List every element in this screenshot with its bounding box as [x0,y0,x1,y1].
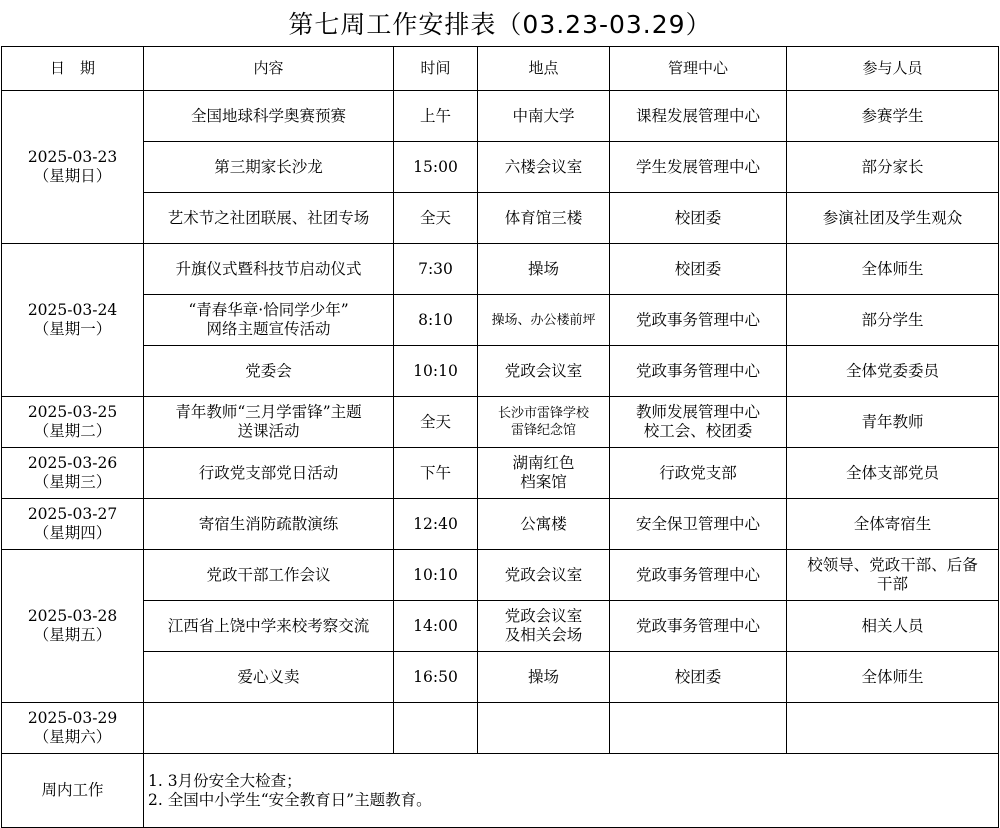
participants-line: 全体师生 [861,667,924,686]
place-cell [478,193,610,244]
weekday-text: （星期二） [33,422,112,440]
center-line: 课程发展管理中心 [635,106,760,125]
date-cell [2,397,144,448]
center-cell [610,601,787,652]
center-cell [610,295,787,346]
date-text: 2025-03-28 [27,607,118,625]
participants-cell [787,550,999,601]
schedule-row [2,142,999,193]
weekday-text: （星期一） [33,320,112,338]
content-cell [144,142,394,193]
date-cell [2,703,144,754]
center-line: 行政党支部 [659,463,737,482]
weekday-text: （星期五） [33,626,112,644]
weekday-text: （星期日） [33,167,112,185]
content-cell [144,91,394,142]
center-cell [610,193,787,244]
date-cell [2,91,144,244]
participants-cell [787,91,999,142]
place-cell [478,550,610,601]
content-cell [144,601,394,652]
schedule-body [2,47,999,828]
schedule-row [2,244,999,295]
place-line: 长沙市雷锋学校 [497,406,589,421]
content-line: 行政党支部党日活动 [198,463,339,482]
schedule-row [2,499,999,550]
center-cell [610,346,787,397]
schedule-row [2,397,999,448]
date-cell [2,499,144,550]
header-participants: 参与人员 [787,47,999,91]
participants-line: 校领导、党政干部、后备 [807,556,978,574]
time-cell: 10:10 [394,346,478,397]
schedule-row [2,550,999,601]
date-text: 2025-03-29 [27,709,118,727]
participants-cell [787,652,999,703]
weekday-text: （星期四） [33,524,112,542]
content-line: 全国地球科学奥赛预赛 [190,106,346,125]
weekly-work-row [2,754,999,828]
center-cell [610,142,787,193]
place-cell [478,448,610,499]
center-line: 党政事务管理中心 [635,616,760,635]
participants-line: 干部 [876,575,908,593]
center-cell [610,652,787,703]
center-cell [610,703,787,754]
place-line: 操场 [527,259,559,278]
place-line: 档案馆 [520,473,567,491]
participants-line: 青年教师 [861,412,924,431]
content-line: 青年教师“三月学雷锋”主题 [175,403,362,421]
place-line: 党政会议室 [504,565,583,584]
participants-line: 部分家长 [861,157,924,176]
center-line: 校工会、校团委 [643,422,753,440]
date-text: 2025-03-25 [27,403,118,421]
participants-line: 全体寄宿生 [853,514,932,533]
time-cell: 12:40 [394,499,478,550]
time-cell: 下午 [394,448,478,499]
content-line: 艺术节之社团联展、社团专场 [167,208,370,227]
content-cell [144,244,394,295]
time-cell: 上午 [394,91,478,142]
weekly-work-item: 1. 3月份安全大检查； [148,771,302,790]
schedule-row [2,346,999,397]
content-line: 党政干部工作会议 [206,565,331,584]
time-cell: 8:10 [394,295,478,346]
content-line: 网络主题宣传活动 [206,320,331,338]
content-line: “青春华章·恰同学少年” [188,301,349,319]
participants-cell [787,703,999,754]
date-cell [2,550,144,703]
place-line: 及相关会场 [504,626,583,644]
header-row [2,47,999,91]
schedule-row [2,703,999,754]
center-cell [610,244,787,295]
place-line: 湖南红色 [512,454,575,472]
place-line: 操场、办公楼前坪 [491,312,596,328]
schedule-row [2,91,999,142]
time-cell: 15:00 [394,142,478,193]
participants-cell [787,295,999,346]
center-line: 校团委 [674,667,722,686]
center-line: 教师发展管理中心 [635,403,760,421]
place-cell [478,244,610,295]
header-time: 时间 [394,47,478,91]
place-cell [478,346,610,397]
content-line: 寄宿生消防疏散演练 [198,514,339,533]
date-cell [2,244,144,397]
center-line: 校团委 [674,208,722,227]
center-line: 校团委 [674,259,722,278]
time-cell: 10:10 [394,550,478,601]
center-line: 党政事务管理中心 [635,565,760,584]
participants-line: 全体支部党员 [845,463,939,482]
header-center: 管理中心 [610,47,787,91]
center-cell [610,499,787,550]
content-cell [144,499,394,550]
place-cell [478,295,610,346]
content-line: 爱心义卖 [237,667,300,686]
participants-cell [787,397,999,448]
participants-cell [787,499,999,550]
center-line: 党政事务管理中心 [635,361,760,380]
center-line: 安全保卫管理中心 [635,514,760,533]
weekly-work-notes [144,754,999,828]
place-cell [478,142,610,193]
time-cell: 14:00 [394,601,478,652]
weekday-text: （星期六） [33,728,112,746]
place-line: 六楼会议室 [504,157,583,176]
participants-line: 全体师生 [861,259,924,278]
content-line: 江西省上饶中学来校考察交流 [167,616,370,635]
center-cell [610,448,787,499]
place-cell [478,91,610,142]
schedule-row [2,448,999,499]
content-cell [144,295,394,346]
schedule-row [2,601,999,652]
schedule-row [2,193,999,244]
content-cell [144,448,394,499]
place-cell [478,397,610,448]
date-text: 2025-03-23 [27,148,118,166]
date-cell [2,448,144,499]
participants-line: 参演社团及学生观众 [822,208,963,227]
participants-cell [787,346,999,397]
place-cell [478,601,610,652]
date-text: 2025-03-24 [27,301,118,319]
content-cell [144,346,394,397]
participants-cell [787,244,999,295]
header-date: 日 期 [2,47,144,91]
center-cell [610,91,787,142]
page-title: 第七周工作安排表（03.23-03.29） [288,10,712,39]
header-place: 地点 [478,47,610,91]
participants-line: 参赛学生 [861,106,924,125]
participants-cell [787,193,999,244]
schedule-table [1,46,999,828]
center-cell [610,550,787,601]
participants-cell [787,142,999,193]
content-line: 升旗仪式暨科技节启动仪式 [175,259,362,278]
participants-line: 相关人员 [861,616,924,635]
time-cell: 全天 [394,397,478,448]
participants-cell [787,448,999,499]
place-line: 党政会议室 [504,361,583,380]
content-cell [144,550,394,601]
place-cell [478,652,610,703]
schedule-row [2,652,999,703]
content-cell [144,397,394,448]
weekday-text: （星期三） [33,473,112,491]
date-text: 2025-03-26 [27,454,118,472]
time-cell: 16:50 [394,652,478,703]
center-cell [610,397,787,448]
weekly-work-label: 周内工作 [2,754,144,828]
participants-line: 部分学生 [861,310,924,329]
participants-cell [787,601,999,652]
time-cell: 7:30 [394,244,478,295]
content-line: 第三期家长沙龙 [214,157,323,176]
place-line: 雷锋纪念馆 [510,423,576,438]
content-line: 送课活动 [237,422,300,440]
place-line: 体育馆三楼 [504,208,583,227]
content-cell [144,652,394,703]
schedule-row [2,295,999,346]
place-cell [478,703,610,754]
time-cell [394,703,478,754]
date-text: 2025-03-27 [27,505,118,523]
place-line: 操场 [527,667,559,686]
content-cell [144,193,394,244]
header-content: 内容 [144,47,394,91]
weekly-work-item: 2. 全国中小学生“安全教育日”主题教育。 [148,790,432,809]
content-cell [144,703,394,754]
place-line: 中南大学 [512,106,575,125]
center-line: 学生发展管理中心 [635,157,760,176]
place-line: 党政会议室 [504,607,583,625]
content-line: 党委会 [245,361,292,380]
place-line: 公寓楼 [520,514,567,533]
place-cell [478,499,610,550]
participants-line: 全体党委委员 [845,361,939,380]
center-line: 党政事务管理中心 [635,310,760,329]
time-cell: 全天 [394,193,478,244]
